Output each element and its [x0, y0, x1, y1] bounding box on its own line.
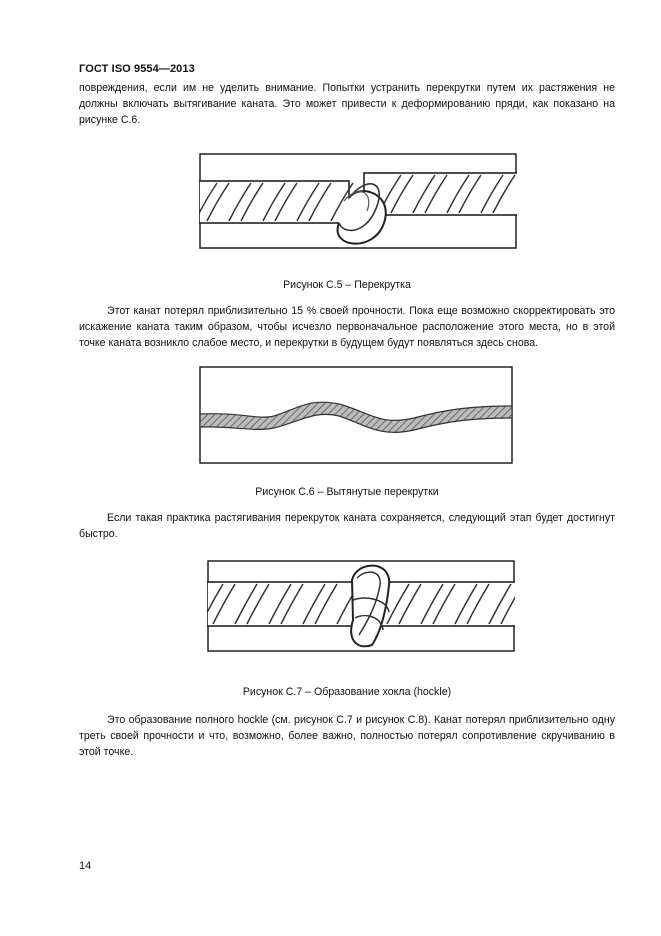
page-number: 14	[79, 860, 92, 872]
paragraph-hockle: Это образование полного hockle (см. рисунок С.7 и рисунок С.8). Канат потерял приблизительно одну треть своей прочности и что, возможно, более важно, полностью потерял сопротивление скручиванию в этой точке.	[79, 714, 615, 758]
document-header: ГОСТ ISO 9554—2013	[79, 63, 195, 75]
figure-c7-hockle-diagram	[207, 560, 515, 652]
paragraph-intro: повреждения, если им не уделить внимание. Попытки устранить перекрутки путем их растяжения не должны включать вытягивание каната. Это может привести к деформированию пряди, как показано на рисунке С.6.	[79, 82, 615, 126]
figure-c6-stretched-kinks-diagram	[199, 366, 513, 464]
rope-illustration	[199, 173, 517, 244]
figure-c5-kink-diagram	[199, 153, 517, 249]
figure-c7-caption: Рисунок С.7 – Образование хокла (hockle)	[242, 686, 452, 698]
figure-c5-caption: Рисунок С.5 – Перекрутка	[283, 279, 411, 291]
stretched-rope	[200, 402, 512, 432]
rope-illustration	[207, 566, 515, 647]
paragraph-strength-loss: Этот канат потерял приблизительно 15 % своей прочности. Пока еще возможно скорректировать это искажение каната таким образом, чтобы исчезло первоначальное расположение этого места, но в этой точке каната возникло слабое место, и перекрутки в будущем будут появляться здесь снова.	[79, 305, 615, 349]
figure-c6-caption: Рисунок С.6 – Вытянутые перекрутки	[255, 486, 439, 498]
paragraph-practice: Если такая практика растягивания перекруток каната сохраняется, следующий этап будет достигнут быстро.	[79, 512, 615, 540]
